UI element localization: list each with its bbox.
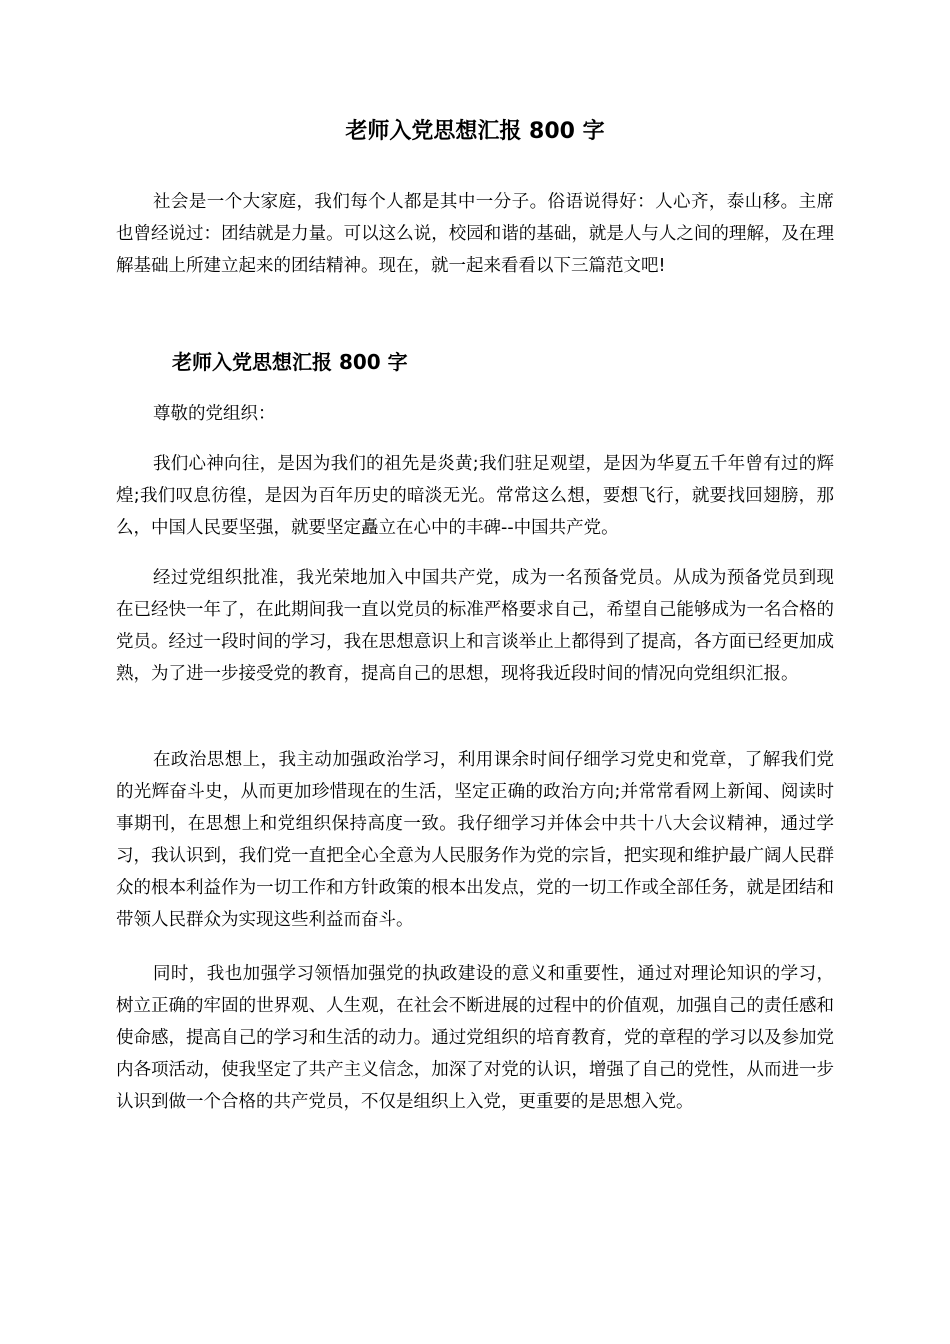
- body-paragraph-1: 我们心神向往，是因为我们的祖先是炎黄;我们驻足观望，是因为华夏五千年曾有过的辉煌;我们叹息彷徨，是因为百年历史的暗淡无光。常常这么想，要想飞行，就要找回翅膀，那么，中国人民要坚强，就要坚定矗立在心中的丰碑--中国共产党。: [116, 454, 834, 538]
- section-heading: 老师入党思想汇报 800 字: [172, 350, 408, 374]
- document-title: 老师入党思想汇报 800 字: [345, 119, 605, 144]
- salutation: 尊敬的党组织：: [153, 404, 276, 424]
- intro-paragraph: 社会是一个大家庭，我们每个人都是其中一分子。俗语说得好：人心齐，泰山移。主席也曾经说过：团结就是力量。可以这么说，校园和谐的基础，就是人与人之间的理解，及在理解基础上所建立起来的团结精神。现在，就一起来看看以下三篇范文吧!: [116, 192, 834, 276]
- body-paragraph-2: 经过党组织批准，我光荣地加入中国共产党，成为一名预备党员。从成为预备党员到现在已经快一年了，在此期间我一直以党员的标准严格要求自己，希望自己能够成为一名合格的党员。经过一段时间的学习，我在思想意识上和言谈举止上都得到了提高，各方面已经更加成熟，为了进一步接受党的教育，提高自己的思想，现将我近段时间的情况向党组织汇报。: [116, 568, 834, 684]
- body-paragraph-3: 在政治思想上，我主动加强政治学习，利用课余时间仔细学习党史和党章，了解我们党的光辉奋斗史，从而更加珍惜现在的生活，坚定正确的政治方向;并常常看网上新闻、阅读时事期刊，在思想上和党组织保持高度一致。我仔细学习并体会中共十八大会议精神，通过学习，我认识到，我们党一直把全心全意为人民服务作为党的宗旨，把实现和维护最广阔人民群众的根本利益作为一切工作和方针政策的根本出发点，党的一切工作或全部任务，就是团结和带领人民群众为实现这些利益而奋斗。: [116, 750, 834, 930]
- body-paragraph-4: 同时，我也加强学习领悟加强党的执政建设的意义和重要性，通过对理论知识的学习，树立正确的牢固的世界观、人生观，在社会不断进展的过程中的价值观，加强自己的责任感和使命感，提高自己的学习和生活的动力。通过党组织的培育教育，党的章程的学习以及参加党内各项活动，使我坚定了共产主义信念，加深了对党的认识，增强了自己的党性，从而进一步认识到做一个合格的共产党员，不仅是组织上入党，更重要的是思想入党。: [116, 964, 834, 1112]
